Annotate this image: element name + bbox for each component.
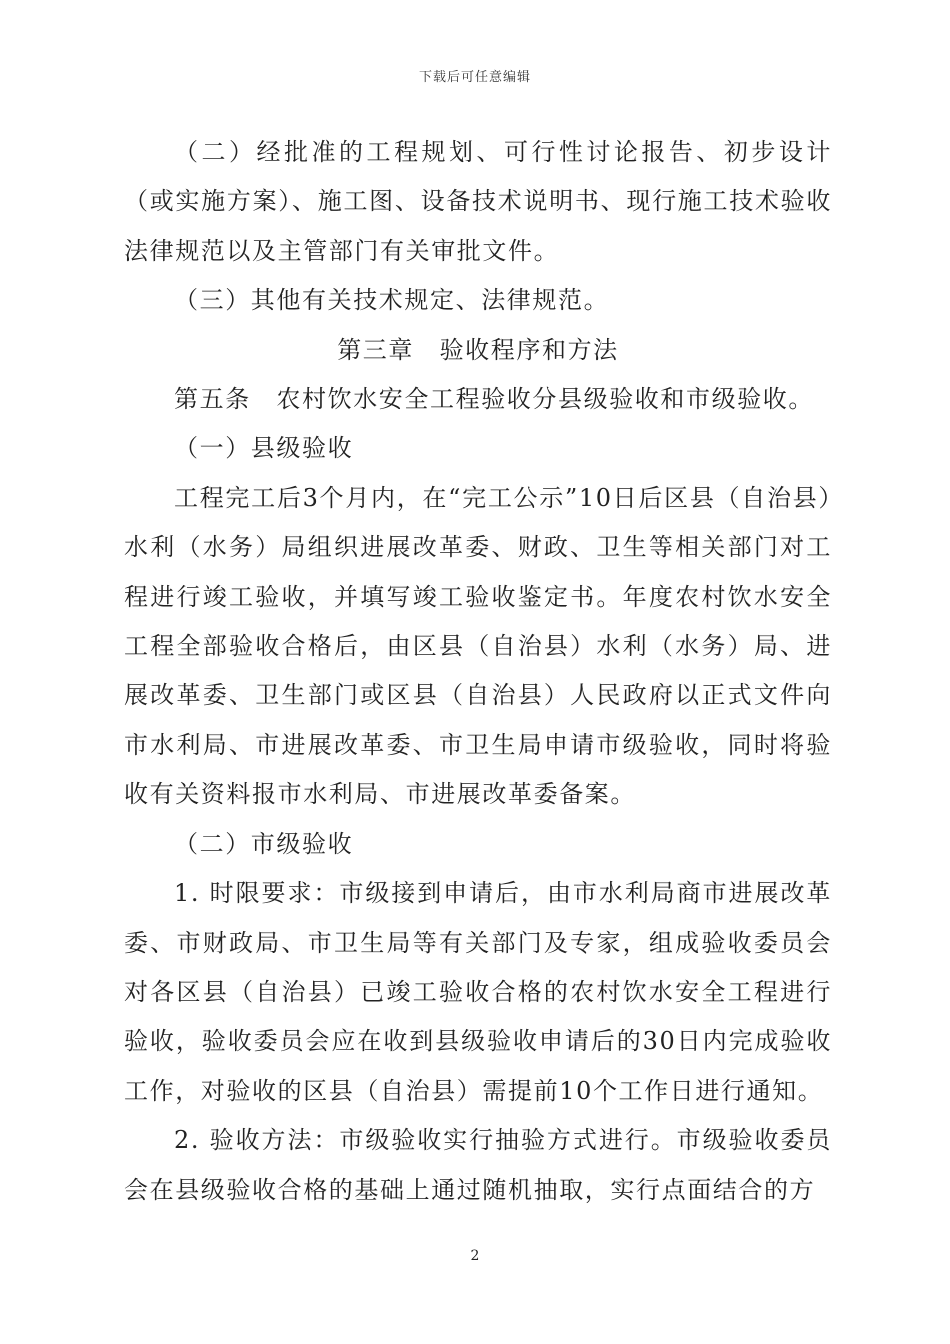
- paragraph-other-rules: （三）其他有关技术规定、法律规范。: [174, 286, 610, 315]
- article-five: 第五条 农村饮水安全工程验收分县级验收和市级验收。: [174, 385, 814, 414]
- section-city-acceptance: （二）市级验收: [174, 829, 354, 858]
- page-header-note: 下载后可任意编辑: [418, 70, 531, 85]
- paragraph-reference-docs: （二）经批准的工程规划、可行性讨论报告、初步设计（或实施方案）、施工图、设备技术说明书、现行施工技术验收法律规范以及主管部门有关审批文件。: [124, 138, 832, 265]
- document-body: [124, 128, 832, 1215]
- page-number: 2: [470, 1248, 480, 1264]
- paragraph-acceptance-method: 2. 验收方法：市级验收实行抽验方式进行。市级验收委员会在县级验收合格的基础上通过随机抽取，实行点面结合的方: [124, 1126, 832, 1204]
- paragraph-county-procedure: 工程完工后3个月内，在“完工公示”10日后区县（自治县）水利（水务）局组织进展改革委、财政、卫生等相关部门对工程进行竣工验收，并填写竣工验收鉴定书。年度农村饮水安全工程全部验收合格后，由区县（自治县）水利（水务）局、进展改革委、卫生部门或区县（自治县）人民政府以正式文件向市水利局、市进展改革委、市卫生局申请市级验收，同时将验收有关资料报市水利局、市进展改革委备案。: [124, 483, 832, 809]
- section-county-acceptance: （一）县级验收: [174, 434, 354, 463]
- chapter-heading: 第三章 验收程序和方法: [337, 335, 619, 364]
- paragraph-time-requirement: 1. 时限要求：市级接到申请后，由市水利局商市进展改革委、市财政局、市卫生局等有关部门及专家，组成验收委员会对各区县（自治县）已竣工验收合格的农村饮水安全工程进行验收，验收委员会应在收到县级验收申请后的30日内完成验收工作，对验收的区县（自治县）需提前10个工作日进行通知。: [124, 879, 832, 1105]
